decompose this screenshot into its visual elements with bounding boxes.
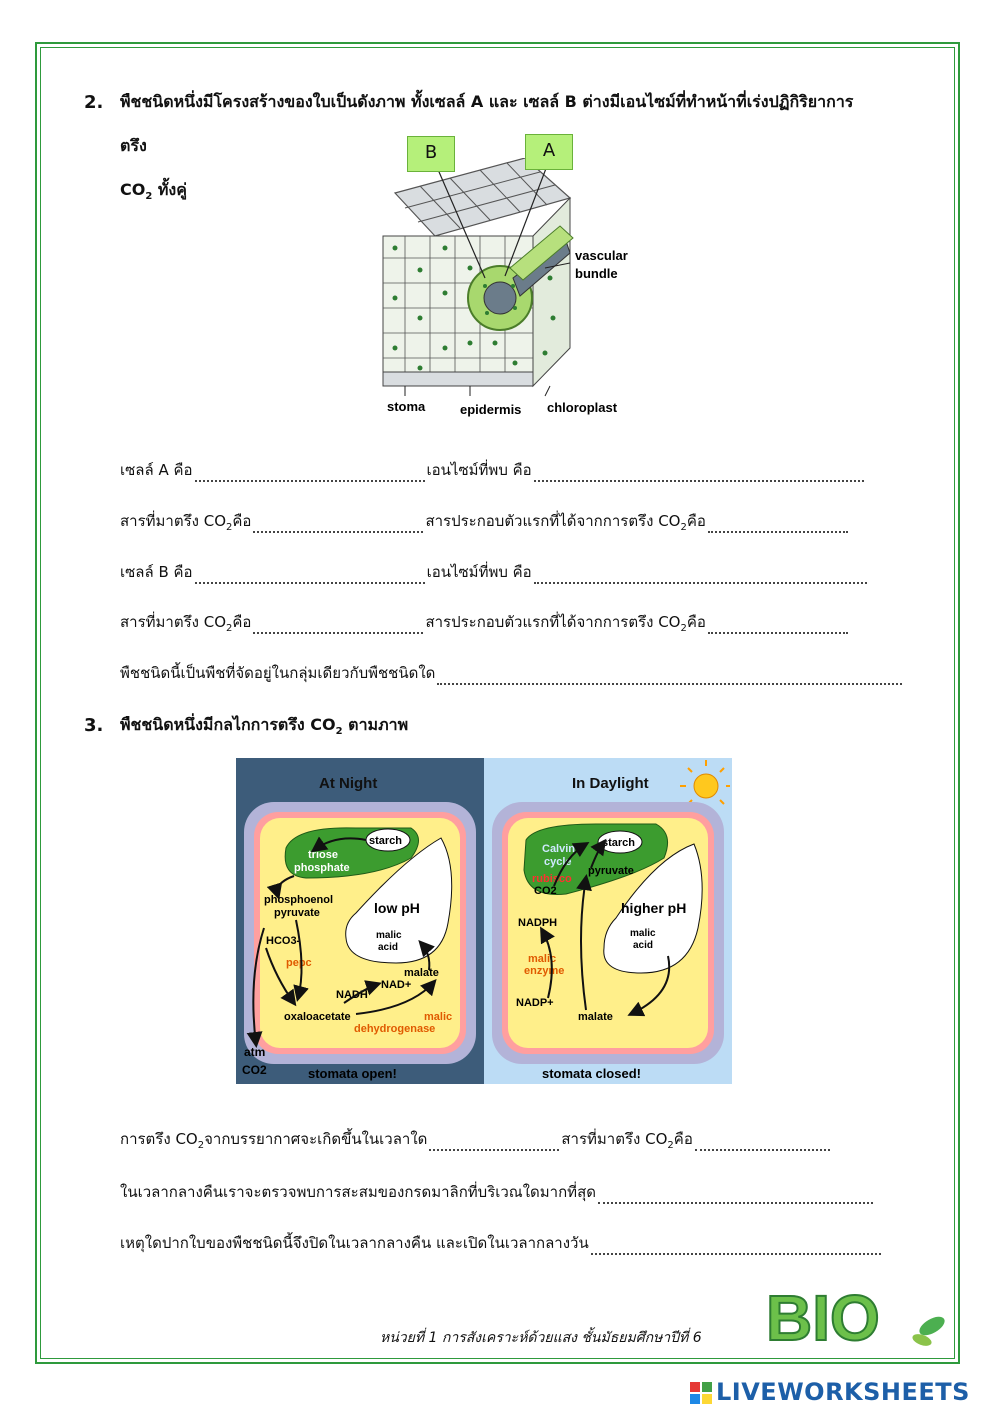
first-product-a-answer[interactable] <box>708 517 848 533</box>
day-malic-label: malic <box>630 928 656 939</box>
q3-source-answer[interactable] <box>695 1135 830 1151</box>
calvin-label-2: cycle <box>544 856 572 868</box>
liveworksheets-watermark: LIVEWORKSHEETS <box>716 1378 970 1406</box>
question-2-line2-end: ทั้งคู่ <box>152 180 187 199</box>
fix-source-a-prompt: สารที่มาตรึง CO <box>120 512 227 530</box>
night-malic-label: malic <box>376 930 402 941</box>
why-stomata-answer[interactable] <box>591 1239 881 1255</box>
plant-group-answer[interactable] <box>437 669 902 685</box>
night-pyruvate-label: pyruvate <box>274 907 320 919</box>
malic-dh-label-1: malic <box>424 1011 453 1023</box>
question-3-text-main: พืชชนิดหนึ่งมีกลไกการตรึง CO <box>120 715 336 734</box>
cam-cycle-diagram <box>236 758 732 1084</box>
atm-co2-label: CO2 <box>242 1063 267 1077</box>
oxaloacetate-label: oxaloacetate <box>284 1011 351 1023</box>
cell-b-answer[interactable] <box>195 568 425 584</box>
day-acid-label: acid <box>633 940 654 951</box>
when-fix-prompt: การตรึง CO <box>120 1130 198 1148</box>
day-co2-label: CO2 <box>534 885 557 897</box>
cell-a-label: A <box>525 134 573 170</box>
leaf-icon <box>911 1313 948 1348</box>
hco3-label: HCO3- <box>266 935 301 947</box>
leaf-structure-diagram <box>375 158 640 418</box>
accumulate-prompt: ในเวลากลางคืนเราจะตรวจพบการสะสมของกรดมาลิกที่บริเวณใดมากที่สุด <box>120 1183 596 1201</box>
nadh-label: NADH <box>336 989 368 1001</box>
first-product-a-prompt-end: คือ <box>686 512 706 530</box>
plant-group-line <box>120 661 904 685</box>
cell-a-answer[interactable] <box>195 466 425 482</box>
atm-label: atm <box>244 1045 266 1059</box>
q3-source-prompt-end: คือ <box>673 1130 693 1148</box>
calvin-label-1: Calvin <box>542 843 576 855</box>
day-title: In Daylight <box>572 775 649 792</box>
fix-source-b-answer[interactable] <box>253 618 423 634</box>
malic-enzyme-label-2: enzyme <box>524 965 565 977</box>
cell-a-line <box>120 458 866 482</box>
fix-source-b-line: สารที่มาตรึง CO $_2$ คือ สารประกอบตัวแรกที่ได้จากการตรึง CO $_2$ คือ <box>120 610 850 634</box>
footer-text: หน่วยที่ 1 การสังเคราะห์ด้วยแสง ชั้นมัธยมศึกษาปีที่ 6 <box>380 1330 702 1346</box>
enzyme-b-answer[interactable] <box>534 568 867 584</box>
co2-sub: 2 <box>145 191 153 203</box>
enzyme-a-prompt: เอนไซม์ที่พบ คือ <box>426 461 532 479</box>
night-triose-label: triose <box>308 849 338 861</box>
nad-label: NAD+ <box>381 979 412 991</box>
fix-source-a-answer[interactable] <box>253 517 423 533</box>
question-2-number: 2. <box>84 92 104 113</box>
day-malate-label: malate <box>578 1011 613 1023</box>
first-product-b-answer[interactable] <box>708 618 848 634</box>
first-product-b-prompt-end: คือ <box>686 613 706 631</box>
accumulate-answer[interactable] <box>598 1188 873 1204</box>
enzyme-a-answer[interactable] <box>534 466 864 482</box>
question-3-number: 3. <box>84 715 104 736</box>
malic-enzyme-label-1: malic <box>528 953 557 965</box>
why-stomata-line <box>120 1231 883 1255</box>
day-pyruvate-label: pyruvate <box>588 865 634 877</box>
liveworksheets-logo-icon <box>690 1382 712 1404</box>
enzyme-b-prompt: เอนไซม์ที่พบ คือ <box>426 563 532 581</box>
cell-b-label: B <box>407 136 455 172</box>
night-title: At Night <box>319 775 378 792</box>
stomata-closed-label: stomata closed! <box>542 1066 641 1081</box>
first-product-a-prompt: สารประกอบตัวแรกที่ได้จากการตรึง CO <box>425 512 681 530</box>
question-3-text: พืชชนิดหนึ่งมีกลไกการตรึง $CO_2$ ตามภาพ <box>120 715 409 738</box>
epidermis-label: epidermis <box>460 402 522 417</box>
vascular-label: vascular <box>575 248 628 263</box>
stoma-label: stoma <box>387 399 426 414</box>
low-ph-label: low pH <box>374 900 420 916</box>
bundle-label: bundle <box>575 266 618 281</box>
malic-dh-label-2: dehydrogenase <box>354 1023 436 1035</box>
chloroplast-label: chloroplast <box>547 400 618 415</box>
phosphoenol-label: phosphoenol <box>264 894 334 906</box>
when-fix-answer[interactable] <box>429 1135 559 1151</box>
first-product-b-prompt: สารประกอบตัวแรกที่ได้จากการตรึง CO <box>425 613 681 631</box>
why-stomata-prompt: เหตุใดปากใบของพืชชนิดนี้จึงปิดในเวลากลางคืน และเปิดในเวลากลางวัน <box>120 1234 589 1252</box>
cell-a-prompt: เซลล์ A คือ <box>120 461 193 479</box>
when-fix-line: การตรึง CO $_2$ จากบรรยากาศจะเกิดขึ้นในเวลาใด สารที่มาตรึง CO $_2$ คือ <box>120 1127 832 1151</box>
question-2-line1: พืชชนิดหนึ่งมีโครงสร้างของใบเป็นดังภาพ ทั้งเซลล์ A และ เซลล์ B ต่างมีเอนไซม์ที่ทำหน้าที่เร่งปฏิกิริยาการตรึง <box>120 92 854 155</box>
cell-b-prompt: เซลล์ B คือ <box>120 563 193 581</box>
rubisco-label: rubisco <box>532 873 572 885</box>
nadp-label: NADP+ <box>516 997 554 1009</box>
fix-source-a-line: สารที่มาตรึง CO $_2$ คือ สารประกอบตัวแรกที่ได้จากการตรึง CO $_2$ คือ <box>120 509 850 533</box>
higher-ph-label: higher pH <box>621 900 687 916</box>
stomata-open-label: stomata open! <box>308 1066 397 1081</box>
nadph-label: NADPH <box>518 917 558 929</box>
cell-b-line <box>120 560 869 584</box>
plant-group-prompt: พืชชนิดนี้เป็นพืชที่จัดอยู่ในกลุ่มเดียวกับพืชชนิดใด <box>120 664 436 682</box>
bio-logo-text: BIO <box>766 1282 880 1353</box>
co2-text: CO <box>120 180 146 199</box>
accumulate-line <box>120 1180 875 1204</box>
fix-source-a-prompt-end: คือ <box>232 512 252 530</box>
pepc-label: pepc <box>286 957 312 969</box>
when-fix-prompt-end: จากบรรยากาศจะเกิดขึ้นในเวลาใด <box>204 1130 428 1148</box>
night-phosphate-label: phosphate <box>294 862 350 874</box>
night-acid-label: acid <box>378 942 399 953</box>
fix-source-b-prompt-end: คือ <box>232 613 252 631</box>
fix-source-b-prompt: สารที่มาตรึง CO <box>120 613 227 631</box>
night-malate-label: malate <box>404 967 439 979</box>
day-starch-label: starch <box>602 837 636 849</box>
question-3-text-end: ตามภาพ <box>342 715 409 734</box>
night-starch-label: starch <box>369 835 403 847</box>
q3-source-prompt: สารที่มาตรึง CO <box>561 1130 668 1148</box>
bio-logo <box>762 1278 952 1353</box>
